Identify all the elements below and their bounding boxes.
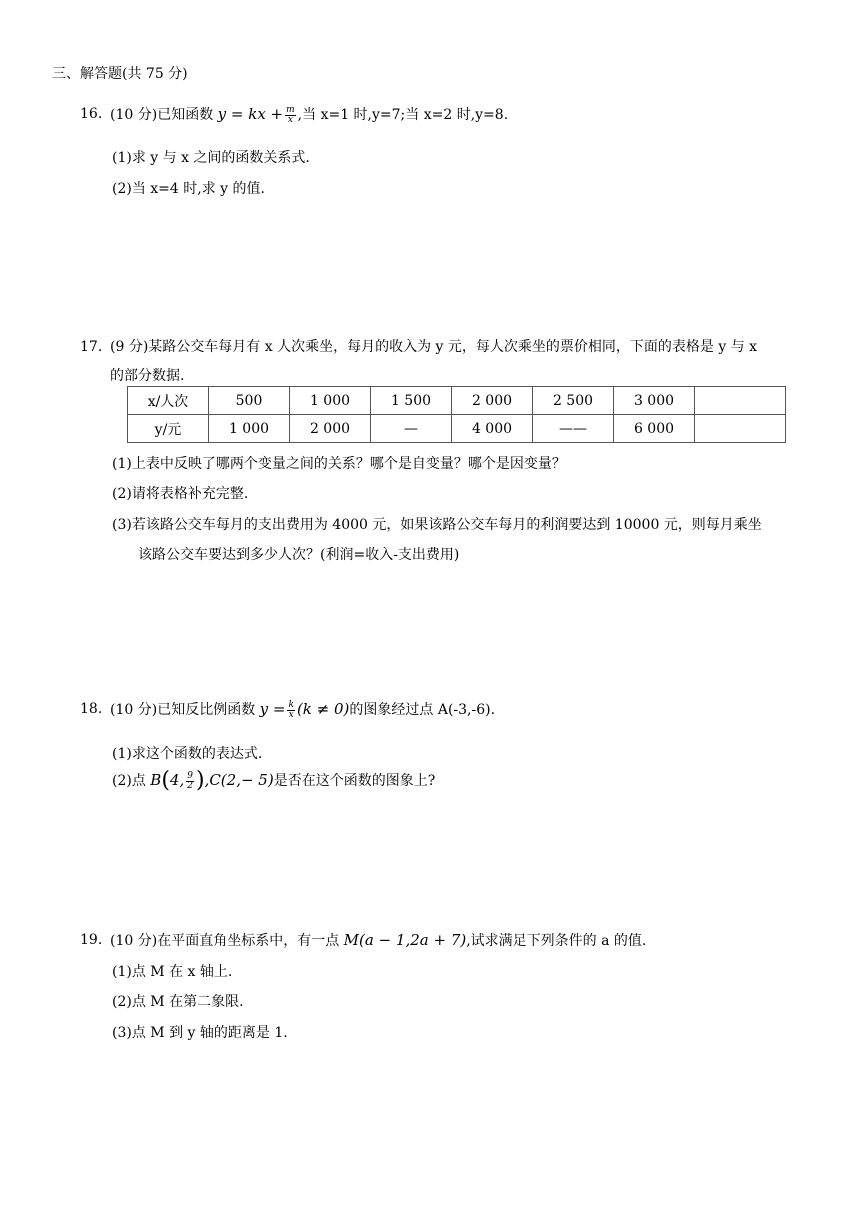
q19-part-1: (1)点 M 在 x 轴上.	[112, 964, 233, 980]
q17-part-2: (2)请将表格补充完整.	[112, 486, 249, 502]
q18-point-b-frac-num: 9	[187, 770, 193, 781]
table-row-x	[128, 387, 786, 415]
q18-number: 18.	[80, 701, 103, 717]
q18-part-1: (1)求这个函数的表达式.	[112, 746, 263, 762]
q17-number: 17.	[80, 339, 103, 355]
q17-part-3-cont: 该路公交车要达到多少人次？(利润=收入-支出费用)	[138, 547, 460, 563]
q18-frac-den: x	[288, 709, 294, 720]
q18-prefix: (10 分)已知反比例函数	[110, 702, 256, 718]
q16-prefix: (10 分)已知函数	[110, 107, 214, 123]
q16-fraction	[285, 106, 296, 125]
q17-text-line-1: (9 分)某路公交车每月有 x 人次乘坐，每月的收入为 y 元，每人次乘坐的票价相同，下面的表格是 y 与 x	[110, 339, 758, 355]
q18-frac-num: k	[288, 699, 294, 710]
q18-point-b-open-paren: (	[161, 768, 170, 793]
q19-part-3: (3)点 M 到 y 轴的距离是 1.	[112, 1025, 288, 1041]
q18-fraction	[287, 701, 294, 720]
q18-suffix: 的图象经过点 A(-3,-6).	[349, 702, 496, 718]
table-cell: 1 000	[290, 387, 371, 415]
table-cell: 1 000	[209, 415, 290, 443]
q18-point-b-a: 4,	[169, 771, 185, 789]
table-cell: 2 000	[290, 415, 371, 443]
q18-point-b-frac-den: 2	[187, 780, 193, 791]
q19-suffix: ,试求满足下列条件的 a 的值.	[466, 933, 647, 949]
table-cell: 6 000	[614, 415, 695, 443]
q19-number: 19.	[80, 932, 103, 948]
section-title: 三、解答题(共 75 分)	[52, 66, 188, 82]
q19-part-2: (2)点 M 在第二象限.	[112, 994, 244, 1010]
q17-text-line-2: 的部分数据.	[110, 368, 185, 384]
q16-suffix: ,当 x=1 时,y=7;当 x=2 时,y=8.	[297, 107, 509, 123]
q17-part-1: (1)上表中反映了哪两个变量之间的关系？哪个是自变量？哪个是因变量？	[112, 456, 566, 472]
table-cell: ——	[533, 415, 614, 443]
q18-part-2-prefix: (2)点	[112, 773, 146, 789]
q19-stem	[110, 930, 646, 951]
q18-formula: y =	[259, 700, 286, 718]
table-row-y	[128, 415, 786, 443]
q16-frac-den: x	[287, 114, 293, 125]
q19-point-m: M(a − 1,2a + 7)	[343, 931, 467, 949]
q17-data-table	[127, 386, 786, 443]
q19-prefix: (10 分)在平面直角坐标系中，有一点	[110, 933, 340, 949]
q18-point-b-close-paren: )	[195, 768, 205, 793]
table-cell: y/元	[128, 415, 209, 443]
q16-frac-num: m	[286, 104, 295, 115]
q16-formula: y = kx +	[217, 105, 284, 123]
table-cell: 2 000	[452, 387, 533, 415]
q16-part-2: (2)当 x=4 时,求 y 的值.	[112, 181, 265, 197]
table-cell: x/人次	[128, 387, 209, 415]
table-cell: 4 000	[452, 415, 533, 443]
q16-stem	[110, 104, 508, 125]
table-cell	[695, 415, 786, 443]
q16-number: 16.	[80, 106, 103, 122]
q18-part-2	[112, 770, 435, 791]
q18-point-b-label: B	[150, 771, 162, 789]
q18-point-c: ,C(2,− 5)	[204, 771, 274, 789]
q18-point-b-fraction	[186, 772, 194, 791]
q16-part-1: (1)求 y 与 x 之间的函数关系式.	[112, 150, 310, 166]
table-cell: —	[371, 415, 452, 443]
q18-stem	[110, 699, 495, 720]
q17-part-3: (3)若该路公交车每月的支出费用为 4000 元，如果该路公交车每月的利润要达到 10000 元，则每月乘坐	[112, 517, 762, 533]
table-cell: 1 500	[371, 387, 452, 415]
q18-condition: (k ≠ 0)	[296, 700, 350, 718]
table-cell: 2 500	[533, 387, 614, 415]
table-cell	[695, 387, 786, 415]
q18-part-2-suffix: 是否在这个函数的图象上?	[273, 773, 436, 789]
table-cell: 500	[209, 387, 290, 415]
table-cell: 3 000	[614, 387, 695, 415]
